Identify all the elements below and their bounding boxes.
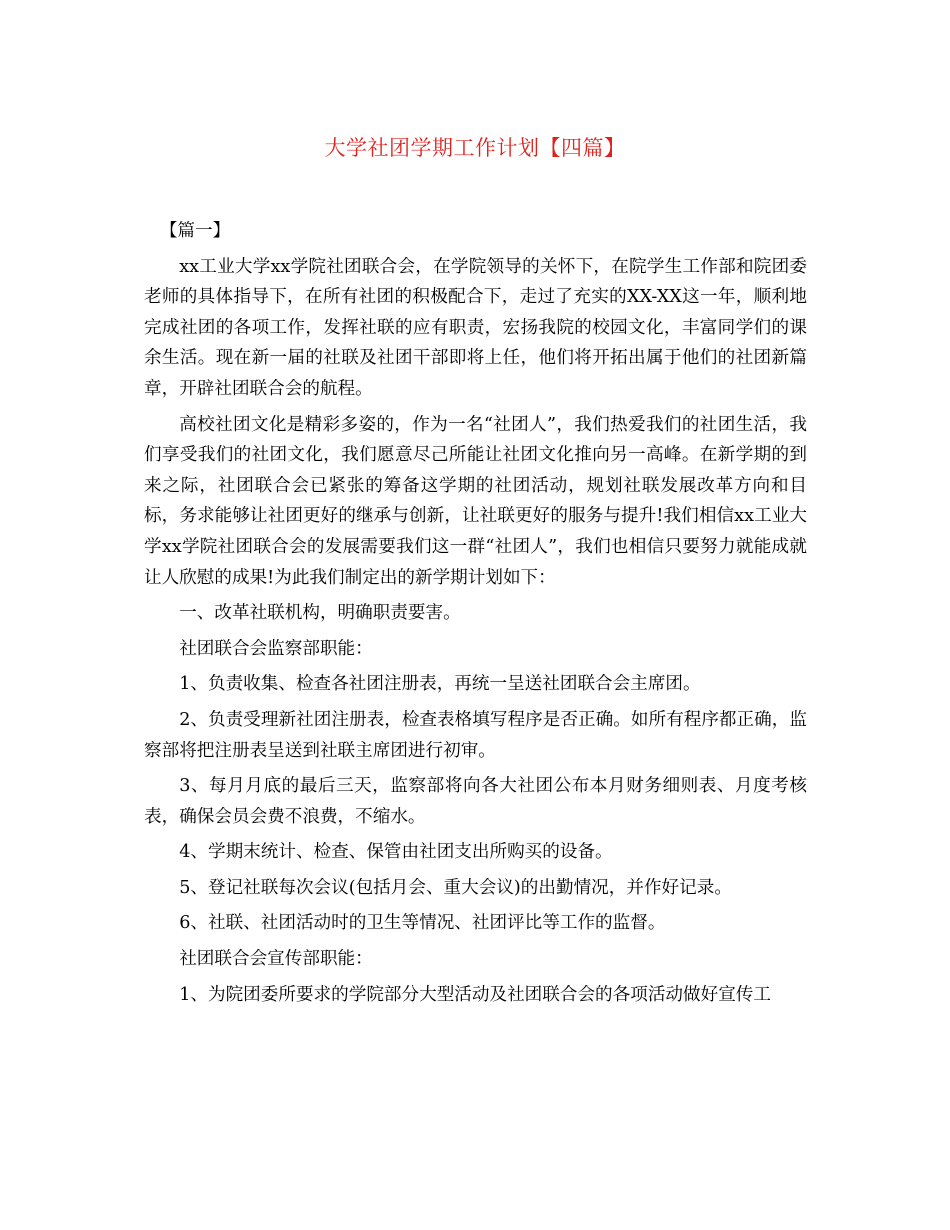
section-heading: 【篇一】 <box>159 221 231 241</box>
paragraph: 高校社团文化是精彩多姿的，作为一名“社团人”，我们热爱我们的社团生活，我们享受我们的社团文化，我们愿意尽己所能让社团文化推向另一高峰。在新学期的到来之际，社团联合会已紧张的筹备这学期的社团活动，规划社联发展改革方向和目标，务求能够让社团更好的继承与创新，让社联更好的服务与提升!我们相信xx工业大学xx学院社团联合会的发展需要我们这一群“社团人”，我们也相信只要努力就能成就让人欣慰的成果!为此我们制定出的新学期计划如下： <box>144 414 807 588</box>
document-body <box>144 216 807 1015</box>
paragraph: 社团联合会宣传部职能： <box>179 949 373 970</box>
paragraph: 5、登记社联每次会议(包括月会、重大会议)的出勤情况，并作好记录。 <box>179 877 732 898</box>
paragraph: 社团联合会监察部职能： <box>179 638 373 659</box>
paragraph: 1、负责收集、检查各社团注册表，再统一呈送社团联合会主席团。 <box>179 674 701 695</box>
paragraph: 2、负责受理新社团注册表，检查表格填写程序是否正确。如所有程序都正确，监察部将把注册表呈送到社联主席团进行初审。 <box>144 709 807 761</box>
paragraph: 一、改革社联机构，明确职责要害。 <box>179 603 461 624</box>
paragraph: xx工业大学xx学院社团联合会，在学院领导的关怀下，在院学生工作部和院团委老师的具体指导下，在所有社团的积极配合下，走过了充实的XX-XX这一年，顺利地完成社团的各项工作，发挥社联的应有职责，宏扬我院的校园文化，丰富同学们的课余生活。现在新一届的社联及社团干部即将上任，他们将开拓出属于他们的社团新篇章，开辟社团联合会的航程。 <box>144 256 807 399</box>
paragraph: 3、每月月底的最后三天，监察部将向各大社团公布本月财务细则表、月度考核表，确保会员会费不浪费，不缩水。 <box>144 776 807 827</box>
paragraph: 6、社联、社团活动时的卫生等情况、社团评比等工作的监督。 <box>179 913 666 934</box>
document-title: 大学社团学期工作计划【四篇】 <box>324 136 626 160</box>
paragraph: 1、为院团委所要求的学院部分大型活动及社团联合会的各项活动做好宣传工 <box>179 984 771 1005</box>
paragraph: 4、学期末统计、检查、保管由社团支出所购买的设备。 <box>179 842 613 863</box>
